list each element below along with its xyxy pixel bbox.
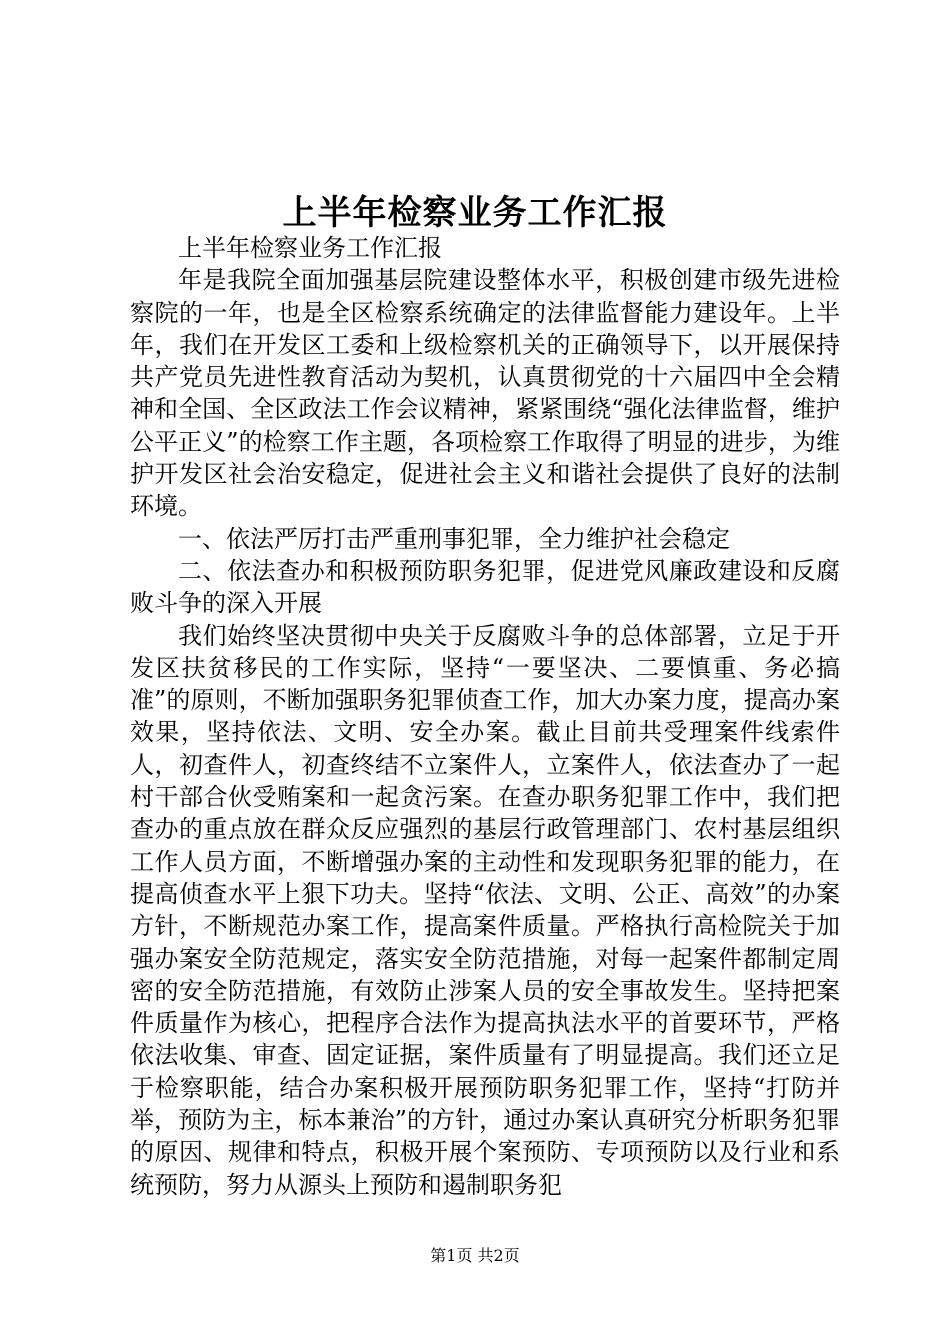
document-body [130, 232, 840, 1201]
section-heading: 二、依法查办和积极预防职务犯罪，促进党风廉政建设和反腐败斗争的深入开展 [130, 556, 840, 618]
paragraph: 我们始终坚决贯彻中央关于反腐败斗争的总体部署，立足于开发区扶贫移民的工作实际，坚持“一要坚决、二要慎重、务必搞准”的原则，不断加强职务犯罪侦查工作，加大办案力度，提高办案效果，坚持依法、文明、安全办案。截止目前共受理案件线索件人，初查件人，初查终结不立案件人，立案件人，依法查办了一起村干部合伙受贿案和一起贪污案。在查办职务犯罪工作中，我们把查办的重点放在群众反应强烈的基层行政管理部门、农村基层组织工作人员方面，不断增强办案的主动性和发现职务犯罪的能力，在提高侦查水平上狠下功夫。坚持“依法、文明、公正、高效”的办案方针，不断规范办案工作，提高案件质量。严格执行高检院关于加强办案安全防范规定，落实安全防范措施，对每一起案件都制定周密的安全防范措施，有效防止涉案人员的安全事故发生。坚持把案件质量作为核心，把程序合法作为提高执法水平的首要环节，严格依法收集、审查、固定证据，案件质量有了明显提高。我们还立足于检察职能，结合办案积极开展预防职务犯罪工作，坚持“打防并举，预防为主，标本兼治”的方针，通过办案认真研究分析职务犯罪的原因、规律和特点，积极开展个案预防、专项预防以及行业和系统预防，努力从源头上预防和遏制职务犯 [130, 621, 840, 1199]
paragraph: 上半年检察业务工作汇报 [178, 234, 442, 262]
paragraph: 年是我院全面加强基层院建设整体水平，积极创建市级先进检察院的一年，也是全区检察系统确定的法律监督能力建设年。上半年，我们在开发区工委和上级检察机关的正确领导下，以开展保持共产党员先进性教育活动为契机，认真贯彻党的十六届四中全会精神和全国、全区政法工作会议精神，紧紧围绕“强化法律监督，维护公平正义”的检察工作主题，各项检察工作取得了明显的进步，为维护开发区社会治安稳定，促进社会主义和谐社会提供了良好的法制环境。 [130, 266, 840, 521]
section-heading: 一、依法严厉打击严重刑事犯罪，全力维护社会稳定 [178, 524, 730, 553]
page-number: 第1页 共2页 [430, 1246, 520, 1265]
page-title: 上半年检察业务工作汇报 [282, 193, 668, 233]
